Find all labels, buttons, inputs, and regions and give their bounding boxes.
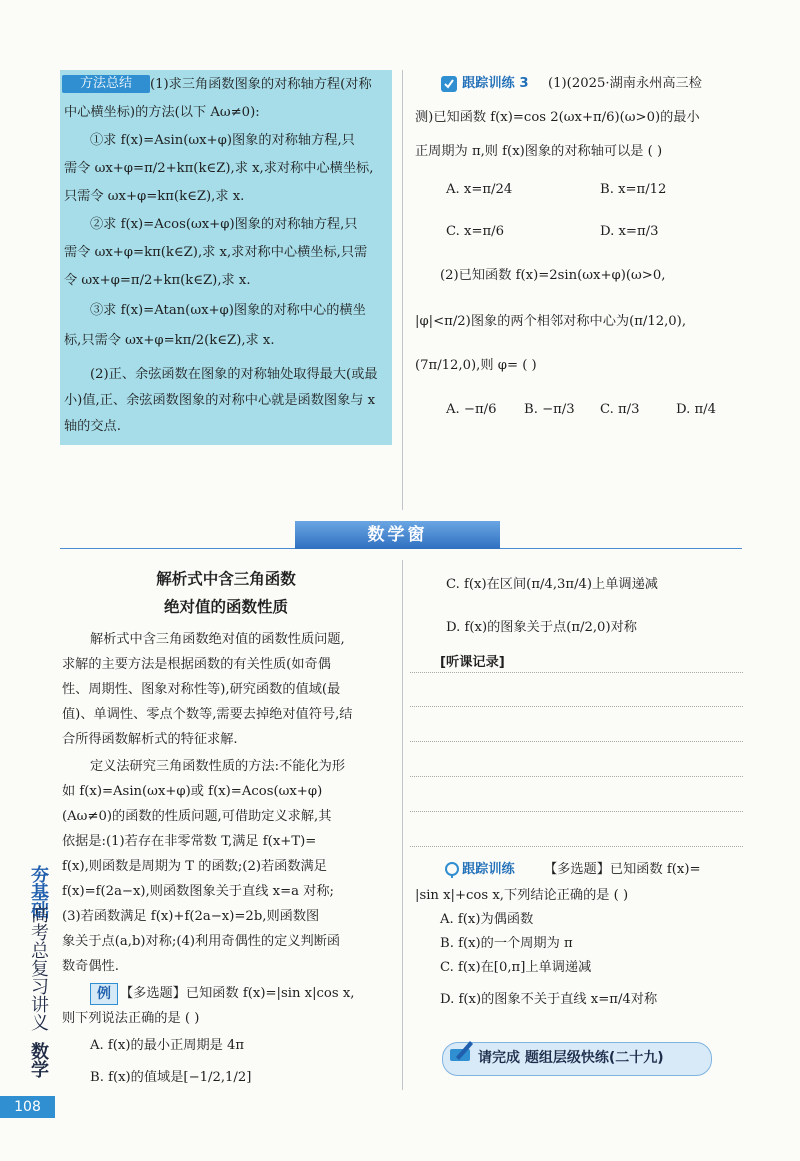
article-para1-line: 求解的主要方法是根据函数的有关性质(如奇偶 <box>62 657 331 672</box>
track3-q1-option: A. x=π/24 <box>446 182 513 197</box>
article-para2-line: (Aω≠0)的函数的性质问题,可借助定义求解,其 <box>62 809 332 824</box>
track3-q1-line: 正周期为 π,则 f(x)图象的对称轴可以是 ( ) <box>415 144 663 159</box>
notes-line <box>410 846 743 847</box>
track3-q2-option: C. π/3 <box>600 402 640 417</box>
track-label: 跟踪训练 <box>462 862 515 877</box>
track3-q2-line: (2)已知函数 f(x)=2sin(ωx+φ)(ω>0, <box>440 268 666 283</box>
article-para2-line: 如 f(x)=Asin(ωx+φ)或 f(x)=Acos(ωx+φ) <box>62 784 323 799</box>
example-line: 【多选题】已知函数 f(x)=|sin x|cos x, <box>120 986 355 1001</box>
article-para2-line: f(x),则函数是周期为 T 的函数;(2)若函数满足 <box>62 859 327 874</box>
track3-q1-option: D. x=π/3 <box>600 224 659 239</box>
track3-q2-line: |φ|<π/2)图象的两个相邻对称中心为(π/12,0), <box>415 314 687 329</box>
article-para1-line: 性、周期性、图象对称性等),研究函数的值域(最 <box>62 682 341 697</box>
track3-q1-option: B. x=π/12 <box>600 182 667 197</box>
track-icon <box>440 75 458 93</box>
banner-title: 数学窗 <box>367 525 428 545</box>
article-title-line2: 绝对值的函数性质 <box>163 598 288 616</box>
example-option-d: D. f(x)的图象关于点(π/2,0)对称 <box>446 620 637 635</box>
method-line: 标,只需令 ωx+φ=kπ/2(k∈Z),求 x. <box>64 333 275 348</box>
method-line: (1)求三角函数图象的对称轴方程(对称 <box>150 77 372 92</box>
article-title-line1: 解析式中含三角函数 <box>156 570 296 588</box>
example-option: A. f(x)的最小正周期是 4π <box>90 1038 245 1053</box>
series-vertical: 高考总复习讲义 <box>28 905 49 1031</box>
notes-line <box>410 741 743 742</box>
notes-line <box>410 706 743 707</box>
track-option: D. f(x)的图象不关于直线 x=π/4对称 <box>440 992 658 1007</box>
track3-q1-line: 测)已知函数 f(x)=cos 2(ωx+π/6)(ω>0)的最小 <box>415 110 700 125</box>
article-para2-line: 依据是:(1)若存在非零常数 T,满足 f(x+T)= <box>62 834 317 849</box>
quick-practice-text: 请完成 题组层级快练(二十九) <box>478 1050 664 1066</box>
notes-label: [听课记录] <box>440 655 505 670</box>
subject-vertical: 数学 <box>28 1042 49 1078</box>
notes-line <box>410 672 743 673</box>
track3-q2-line: (7π/12,0),则 φ= ( ) <box>415 358 537 373</box>
brand-vertical: 夯基础 <box>28 865 49 919</box>
pencil-book-icon <box>448 1037 474 1065</box>
example-option: B. f(x)的值域是[−1/2,1/2] <box>90 1070 252 1085</box>
track3-label: 跟踪训练 3 <box>462 76 529 91</box>
article-para2-line: 数奇偶性. <box>62 959 119 974</box>
article-para1-line: 解析式中含三角函数绝对值的函数性质问题, <box>90 632 345 647</box>
track-option: B. f(x)的一个周期为 π <box>440 936 573 951</box>
notes-line <box>410 776 743 777</box>
track-option: A. f(x)为偶函数 <box>440 912 534 927</box>
example-option-c: C. f(x)在区间(π/4,3π/4)上单调递减 <box>446 577 658 592</box>
column-divider <box>402 70 403 510</box>
method-line: 中心横坐标)的方法(以下 Aω≠0): <box>64 105 260 120</box>
track-option: C. f(x)在[0,π]上单调递减 <box>440 960 592 975</box>
method-line: ③求 f(x)=Atan(ωx+φ)图象的对称中心的横坐 <box>90 303 366 318</box>
example-tag: 例 <box>90 983 118 1005</box>
article-para1-line: 值)、单调性、零点个数等,需要去掉绝对值符号,结 <box>62 707 353 722</box>
column-divider <box>402 560 403 1090</box>
method-line: 轴的交点. <box>64 419 121 434</box>
article-para1-line: 合所得函数解析式的特征求解. <box>62 732 238 747</box>
track-icon <box>444 862 460 878</box>
method-line: 只需令 ωx+φ=kπ(k∈Z),求 x. <box>64 189 245 204</box>
article-para2-line: (3)若函数满足 f(x)+f(2a−x)=2b,则函数图 <box>62 909 320 924</box>
method-line: 令 ωx+φ=π/2+kπ(k∈Z),求 x. <box>64 273 251 288</box>
track-line: |sin x|+cos x,下列结论正确的是 ( ) <box>415 888 629 903</box>
method-line: 小)值,正、余弦函数图象的对称中心就是函数图象与 x <box>64 393 376 408</box>
article-para2-line: 定义法研究三角函数性质的方法:不能化为形 <box>90 759 346 774</box>
track-line: 【多选题】已知函数 f(x)= <box>544 862 701 877</box>
method-line: (2)正、余弦函数在图象的对称轴处取得最大(或最 <box>90 367 378 382</box>
method-line: ①求 f(x)=Asin(ωx+φ)图象的对称轴方程,只 <box>90 133 355 148</box>
track3-q1-line: (1)(2025·湖南永州高三检 <box>548 76 702 91</box>
article-para2-line: f(x)=f(2a−x),则函数图象关于直线 x=a 对称; <box>62 884 334 899</box>
track3-q2-option: B. −π/3 <box>524 402 575 417</box>
track3-q2-option: A. −π/6 <box>446 402 497 417</box>
method-line: 需令 ωx+φ=kπ(k∈Z),求 x,求对称中心横坐标,只需 <box>64 245 368 260</box>
notes-line <box>410 811 743 812</box>
article-para2-line: 象关于点(a,b)对称;(4)利用奇偶性的定义判断函 <box>62 934 341 949</box>
track3-q2-option: D. π/4 <box>676 402 716 417</box>
method-line: 需令 ωx+φ=π/2+kπ(k∈Z),求 x,求对称中心横坐标, <box>64 161 374 176</box>
method-summary-tag: 方法总结 <box>62 75 150 93</box>
example-line: 则下列说法正确的是 ( ) <box>62 1011 200 1026</box>
method-line: ②求 f(x)=Acos(ωx+φ)图象的对称轴方程,只 <box>90 217 358 232</box>
track3-q1-option: C. x=π/6 <box>446 224 504 239</box>
page-number: 108 <box>0 1096 55 1118</box>
